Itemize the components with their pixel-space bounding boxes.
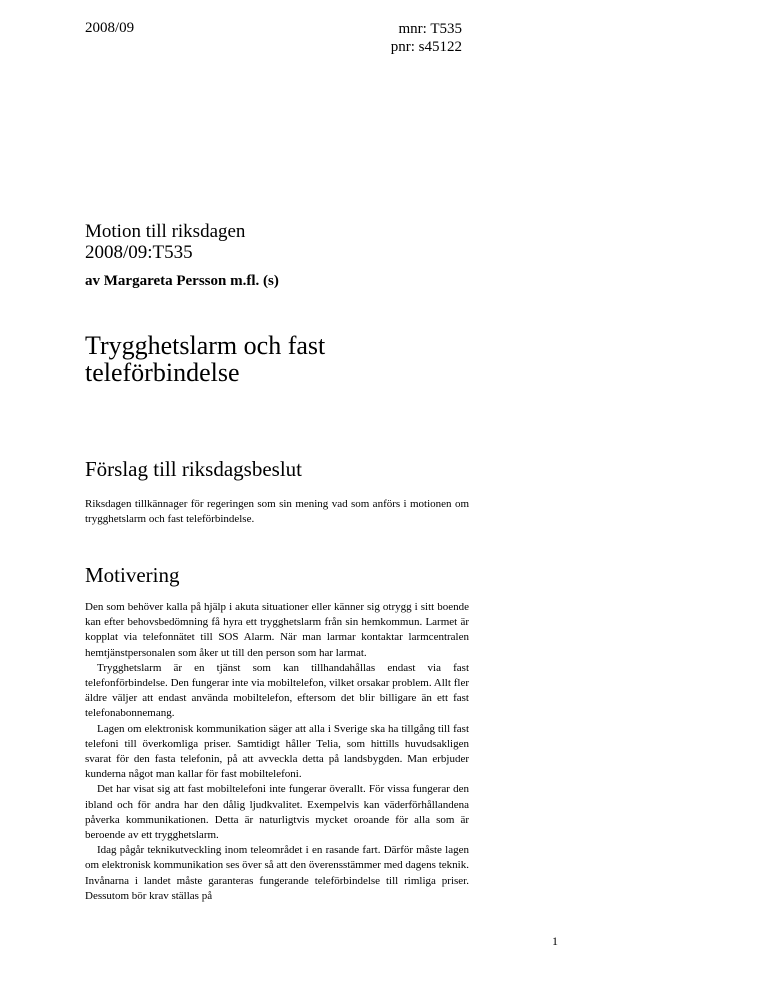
page-title: [85, 332, 485, 386]
page-title-line2: teleförbindelse: [85, 358, 240, 387]
header-pnr: pnr: s45122: [390, 39, 462, 55]
forslag-text: Riksdagen tillkännager för regeringen som sin mening vad som anförs i motionen om trygghetslarm och fast teleförbindelse.: [85, 498, 469, 526]
page-number: 1: [552, 934, 558, 948]
motivering-body: [85, 600, 469, 904]
motivering-paragraph: Det har visat sig att fast mobiltelefoni inte fungerar överallt. För vissa fungerar den ibland och för andra har den dålig ljudkvalitet. Exempelvis kan väderförhållandena påverka kommunikationen. Detta är naturligtvis mycket oroande för alla som är beroende av ett trygghetslarm.: [85, 783, 469, 842]
header-mnr: mnr: T535: [398, 21, 462, 37]
motivering-paragraph: Lagen om elektronisk kommunikation säger att alla i Sverige ska ha tillgång till fast telefoni till överkomliga priser. Samtidigt håller Telia, som hittills huvudsakligen svarat för den fasta telefonin, på att avveckla detta på landsbygden. Man erbjuder kunderna något man kallar för fast mobiltelefoni.: [85, 722, 469, 781]
motivering-paragraph: Idag pågår teknikutveckling inom teleområdet i en rasande fart. Därför måste lagen om elektronisk kommunikation ses över så att den överensstämmer med dagens teknik. Invånarna i landet måste garanteras fungerande teleförbindelse till rimliga priser. Dessutom bör krav ställas på: [85, 844, 469, 902]
header-ids: [391, 20, 462, 56]
motion-title: [85, 221, 245, 263]
motion-number: 2008/09:T535: [85, 242, 193, 263]
header-year: 2008/09: [85, 20, 135, 36]
motion-title-line1: Motion till riksdagen: [85, 221, 246, 242]
motivering-heading: Motivering: [85, 563, 180, 587]
forslag-heading: Förslag till riksdagsbeslut: [85, 457, 302, 481]
page-title-line1: Trygghetslarm och fast: [85, 331, 326, 360]
motivering-paragraph: Den som behöver kalla på hjälp i akuta situationer eller känner sig otrygg i sitt boende kan efter behovsbedömning få hyra ett trygghetslarm från sin hemkommun. Larmet är kopplat via telefonnätet till SOS Alarm. När man larmar kontaktar larmcentralen hemtjänstpersonalen som åker ut till den person som har larmat.: [85, 601, 469, 659]
motivering-paragraph: Trygghetslarm är en tjänst som kan tillhandahållas endast via fast telefonförbindelse. Den fungerar inte via mobiltelefon, vilket orsakar problem. Allt fler äldre väljer att endast använda mobiltelefon, eftersom det blir billigare än ett fast telefonabonnemang.: [85, 661, 469, 720]
motion-author: av Margareta Persson m.fl. (s): [85, 273, 279, 289]
